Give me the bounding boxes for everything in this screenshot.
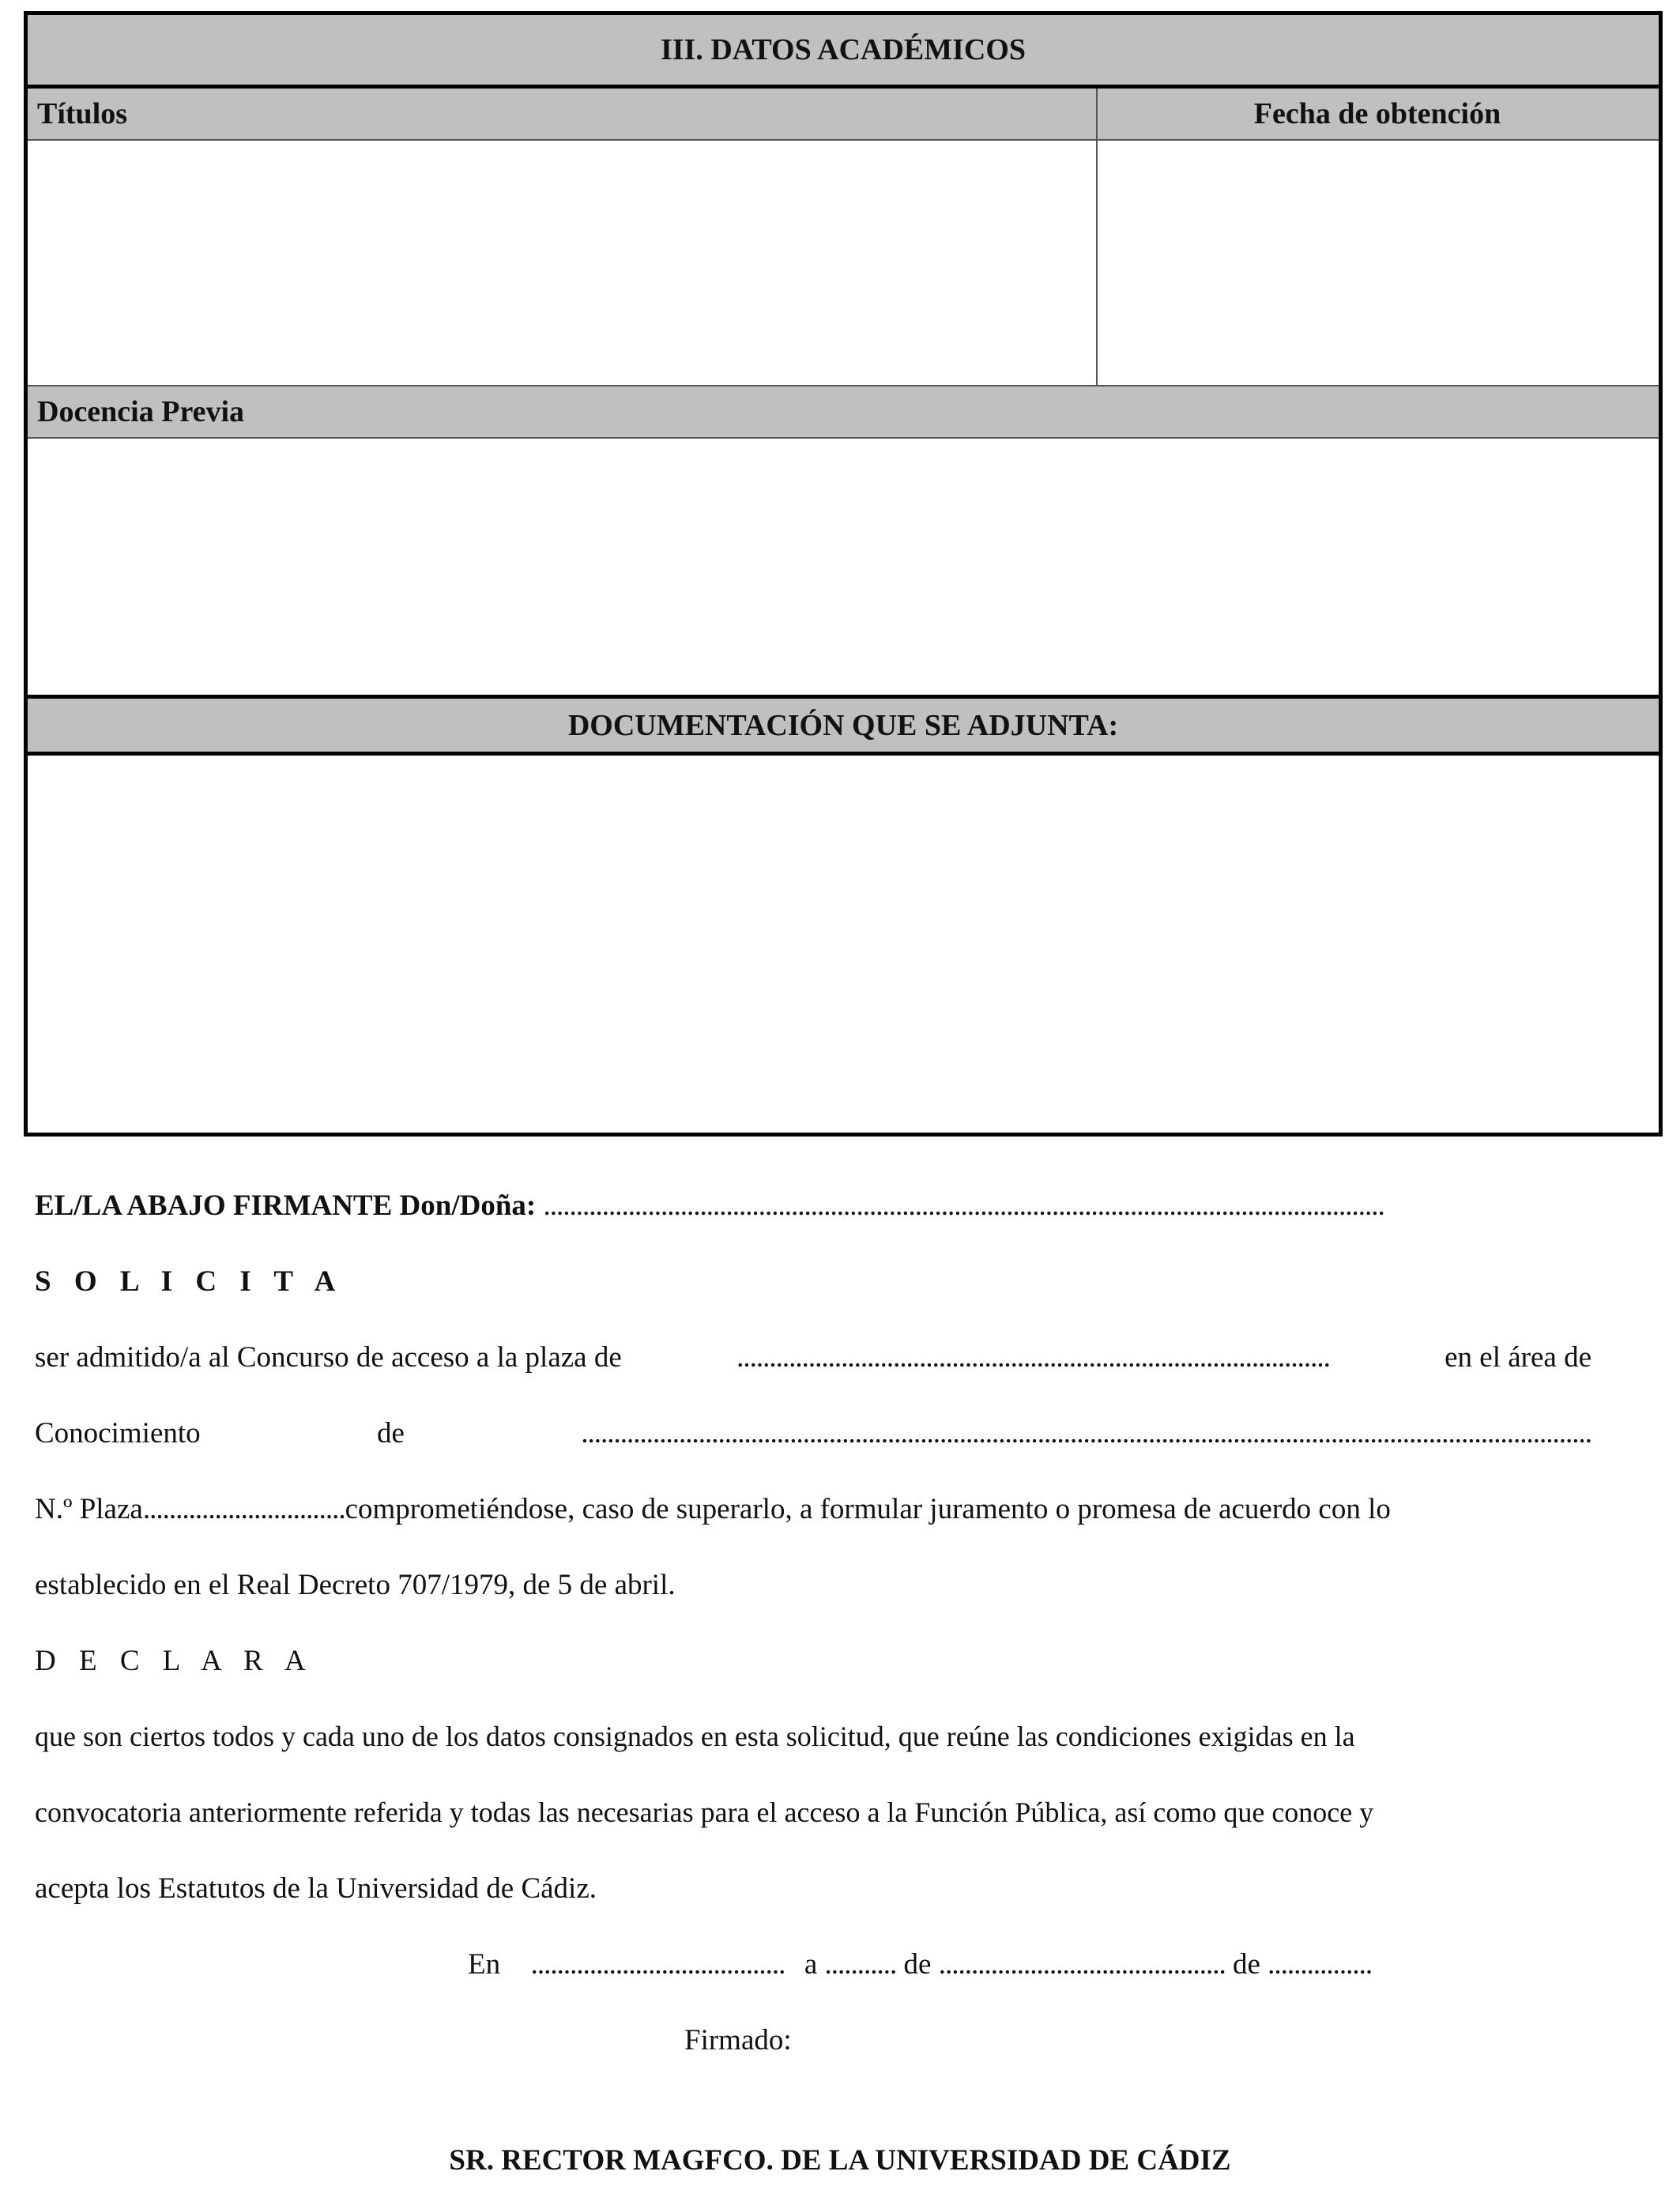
request-line-1 <box>35 1340 1591 1374</box>
declaration-heading: D E C L A R A <box>35 1645 314 1677</box>
declaration-heading-line <box>35 1644 1591 1678</box>
declaration-text-3: acepta los Estatutos de la Universidad de Cádiz. <box>35 1872 597 1905</box>
year-prefix: de <box>1232 1948 1260 1981</box>
month-field[interactable]: ............................................ <box>938 1948 1226 1981</box>
month-prefix: de <box>903 1948 932 1981</box>
date-field[interactable] <box>1096 141 1659 385</box>
place-date-line <box>468 1947 1511 1981</box>
section-title <box>28 15 1659 89</box>
knowledge-area-field[interactable]: ........................................................................................................................................................... <box>581 1417 1591 1449</box>
column-divider <box>1096 89 1098 139</box>
request-heading: S O L I C I T A <box>35 1265 344 1298</box>
declaration-text-2: convocatoria anteriormente referida y todas las necesarias para el acceso a la Función Pública, así como que conoce y <box>35 1796 1374 1828</box>
documents-field[interactable] <box>28 756 1659 1133</box>
signed-label: Firmado: <box>684 2024 792 2056</box>
teaching-header <box>28 386 1659 439</box>
request-line-2 <box>35 1416 1591 1450</box>
declaration-line-2 <box>35 1796 1591 1829</box>
declaration-text-1: que son ciertos todos y cada uno de los datos consignados en esta solicitud, que reúne las condiciones exigidas en la <box>35 1721 1355 1752</box>
documents-label: DOCUMENTACIÓN QUE SE ADJUNTA: <box>567 708 1119 742</box>
addressee-line <box>0 2143 1680 2177</box>
signer-label: EL/LA ABAJO FIRMANTE Don/Doña: <box>35 1189 537 1222</box>
titles-header-row <box>28 89 1659 141</box>
position-number-field[interactable]: ............................... <box>142 1493 345 1525</box>
request-text-2a: Conocimiento <box>35 1417 201 1449</box>
request-text-3a: N.º Plaza <box>35 1493 143 1525</box>
request-text-3b: comprometiéndose, caso de superarlo, a formular juramento o promesa de acuerdo con lo <box>345 1493 1391 1525</box>
request-text-1b: en el área de <box>1445 1341 1591 1374</box>
request-text-2b: de <box>376 1417 405 1449</box>
request-text-4: establecido en el Real Decreto 707/1979, de 5 de abril. <box>35 1569 676 1601</box>
request-heading-line <box>35 1265 1591 1299</box>
academic-data-form <box>24 11 1663 1137</box>
signer-name-field[interactable]: ................................................................................................................................. <box>543 1189 1384 1222</box>
titles-column-header: Títulos <box>37 97 128 130</box>
titles-field[interactable] <box>28 141 1096 385</box>
declaration-line-1 <box>35 1720 1591 1753</box>
request-line-3 <box>35 1492 1591 1526</box>
place-field[interactable]: ....................................... <box>530 1948 785 1981</box>
year-field[interactable]: ................ <box>1268 1948 1373 1981</box>
section-title-text: III. DATOS ACADÉMICOS <box>660 33 1026 66</box>
documents-header <box>28 699 1659 756</box>
column-divider <box>1096 141 1098 385</box>
teaching-label: Docencia Previa <box>37 395 245 428</box>
position-field[interactable]: ........................................................................................... <box>736 1341 1330 1374</box>
addressee: SR. RECTOR MAGFCO. DE LA UNIVERSIDAD DE CÁDIZ <box>449 2144 1231 2177</box>
declaration-line-3 <box>35 1872 1591 1906</box>
day-field[interactable]: ........... <box>824 1948 897 1981</box>
signer-line <box>35 1189 1591 1223</box>
signature-line <box>684 2023 921 2057</box>
date-column-header: Fecha de obtención <box>1253 97 1501 130</box>
titles-entry-row <box>28 141 1659 386</box>
teaching-field[interactable] <box>28 439 1659 699</box>
request-text-1a: ser admitido/a al Concurso de acceso a la plaza de <box>35 1341 622 1374</box>
place-prefix: En <box>468 1948 501 1981</box>
day-prefix: a <box>804 1948 818 1981</box>
request-line-4 <box>35 1568 1591 1602</box>
